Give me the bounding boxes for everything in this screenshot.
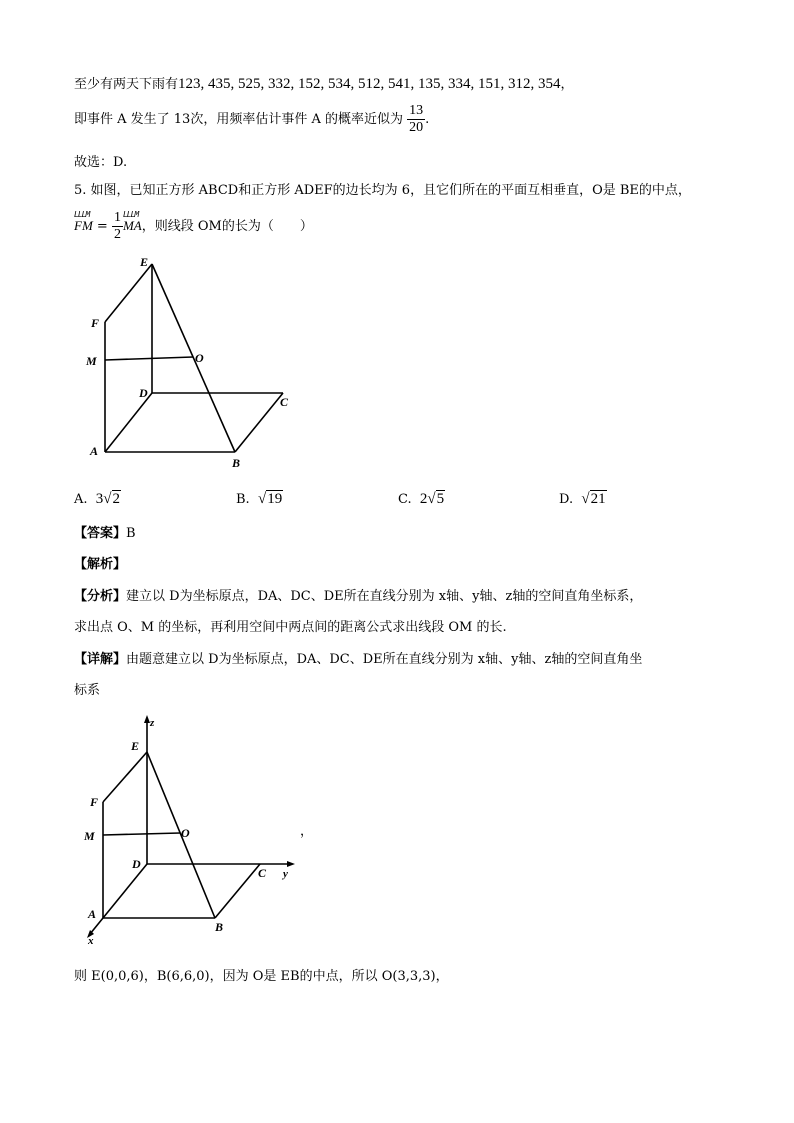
fig1-label-a: A <box>90 444 99 458</box>
line1-suffix: ， <box>560 77 574 92</box>
fig2-axis-z: z <box>150 717 155 729</box>
fig2-label-m: M <box>84 829 95 843</box>
option-d-value: √21 <box>581 491 606 507</box>
option-a-label: A. <box>74 492 88 507</box>
fig2-label-c: C <box>258 866 267 880</box>
equals-sign: = <box>92 219 112 234</box>
analysis-line <box>74 555 126 575</box>
option-d[interactable] <box>559 488 607 511</box>
xiangjie-text-2: 标系 <box>74 683 101 698</box>
option-b[interactable] <box>236 488 283 511</box>
fig1-label-e: E <box>140 255 149 269</box>
question-5-line-a <box>74 181 691 201</box>
option-c-value: 2√5 <box>419 491 445 507</box>
fraction-one-half: $\frac{1}{2}$ <box>113 210 121 242</box>
fig2-label-e: E <box>131 739 140 753</box>
question-5-line-b <box>74 210 313 243</box>
fig2-label-d: D <box>132 857 141 871</box>
option-a[interactable] <box>74 488 121 511</box>
coordinates-line <box>74 967 449 987</box>
line2-suffix: . <box>425 112 430 127</box>
line1-prefix: 至少有两天下雨有 <box>74 77 179 92</box>
fig2-axis-y: y <box>283 868 288 880</box>
option-b-label: B. <box>236 492 250 507</box>
coordinates-text: 则 E(0,0,6)，B(6,6,0)，因为 O是 EB的中点，所以 O(3,3,3)， <box>74 969 449 984</box>
fig2-label-o: O <box>181 826 190 840</box>
answer-tag: 【答案】 <box>74 526 127 541</box>
choose-d: 故选：D. <box>74 155 128 170</box>
fenxi-tag: 【分析】 <box>74 589 127 604</box>
vector-ma: LLLM MA <box>123 216 142 236</box>
fig1-label-c: C <box>280 395 289 409</box>
fig1-label-o: O <box>195 351 204 365</box>
analysis-tag: 【解析】 <box>74 557 127 572</box>
fig2-label-a: A <box>88 907 97 921</box>
figure-1-geometry <box>80 250 310 475</box>
question-5-stem: 5. 如图，已知正方形 ABCD和正方形 ADEF的边长均为 6，且它们所在的平面互相垂直，O是 BE的中点， <box>74 183 691 198</box>
xiangjie-tag: 【详解】 <box>74 652 127 667</box>
option-c[interactable] <box>398 488 445 511</box>
text-line-1 <box>74 74 574 95</box>
option-a-value: 3√2 <box>95 491 121 507</box>
answer-value: B <box>126 526 136 541</box>
text-line-2 <box>74 103 429 136</box>
vector-arrow-mark: LLLM <box>74 210 90 219</box>
fig1-label-f: F <box>91 316 100 330</box>
text-line-3 <box>74 153 127 173</box>
fig2-axis-x: x <box>88 935 94 947</box>
option-b-value: √19 <box>257 491 283 507</box>
option-c-label: C. <box>398 492 412 507</box>
xiangjie-text-1: 由题意建立以 D为坐标原点，DA、DC、DE所在直线分别为 x轴、y轴、z轴的空间直角坐 <box>126 652 643 667</box>
fenxi-line-1 <box>74 587 642 607</box>
answer-line <box>74 524 136 544</box>
fraction-13-20 <box>407 103 425 136</box>
option-d-label: D. <box>559 492 574 507</box>
xiangjie-line-1 <box>74 650 642 670</box>
fenxi-line-2 <box>74 618 507 638</box>
question-5-suffix: ，则线段 OM的长为（ ） <box>141 219 313 234</box>
line1-numbers: 123, 435, 525, 332, 152, 534, 512, 541, 135, 334, 151, 312, 354 <box>178 76 561 92</box>
figure-2-comma: ， <box>300 824 314 839</box>
fig2-label-b: B <box>215 920 224 934</box>
fig1-label-d: D <box>139 386 148 400</box>
fraction-numerator: 13 <box>409 103 424 118</box>
xiangjie-line-2 <box>74 681 100 701</box>
fig2-label-f: F <box>90 795 99 809</box>
fraction-denominator: 20 <box>409 120 424 135</box>
fenxi-text-2: 求出点 O、M 的坐标，再利用空间中两点间的距离公式求出线段 OM 的长. <box>74 620 507 635</box>
line2-prefix: 即事件 A 发生了 13次，用频率估计事件 A 的概率近似为 <box>74 112 403 127</box>
fig1-label-m: M <box>86 354 97 368</box>
vector-arrow-mark: LLLM <box>122 210 139 219</box>
fig1-label-b: B <box>232 456 241 470</box>
fenxi-text-1: 建立以 D为坐标原点，DA、DC、DE所在直线分别为 x轴、y轴、z轴的空间直角坐标系， <box>126 589 643 604</box>
figure-2-coordinate-geometry <box>78 712 318 947</box>
vector-fm: LLLM FM <box>74 216 93 236</box>
